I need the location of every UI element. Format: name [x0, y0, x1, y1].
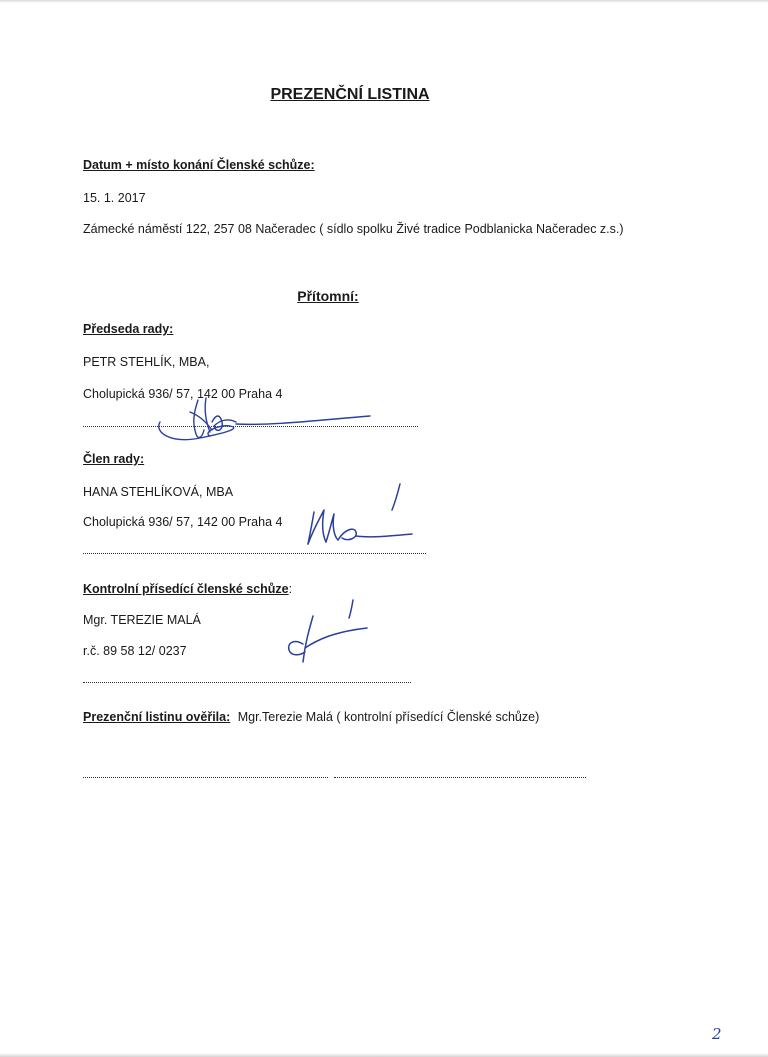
verification-signature-line-right: [334, 777, 586, 778]
page-mark: 2: [712, 1025, 722, 1043]
member-heading: Člen rady:: [83, 452, 145, 466]
controller-heading-suffix: :: [288, 582, 293, 596]
verification-text: Mgr.Terezie Malá ( kontrolní přísedící Členské schůze): [237, 710, 540, 724]
scan-edge-bottom: [0, 1053, 768, 1057]
meeting-heading: Datum + místo konání Členské schůze:: [83, 158, 315, 172]
meeting-date: 15. 1. 2017: [83, 191, 146, 205]
meeting-place: Zámecké náměstí 122, 257 08 Načeradec ( sídlo spolku Živé tradice Podblanicka Načeradec z.s.): [83, 222, 624, 236]
member-address: Cholupická 936/ 57, 142 00 Praha 4: [83, 515, 283, 529]
controller-signature-line: [83, 682, 411, 683]
chairman-heading: Předseda rady:: [83, 322, 174, 336]
chairman-address: Cholupická 936/ 57, 142 00 Praha 4: [83, 387, 283, 401]
member-signature-line: [83, 553, 426, 554]
verification-row: [83, 708, 539, 726]
verification-heading: Prezenční listinu ověřila:: [83, 710, 231, 724]
controller-heading: Kontrolní přísedící členské schůze: [83, 582, 289, 596]
controller-signature: [283, 596, 383, 671]
controller-id-number: r.č. 89 58 12/ 0237: [83, 644, 187, 658]
scan-edge-top: [0, 0, 768, 3]
chairman-signature: [150, 392, 380, 447]
verification-signature-line-left: [83, 777, 328, 778]
controller-heading-row: [83, 580, 292, 598]
document-title: PREZENČNÍ LISTINA: [270, 86, 430, 103]
chairman-name: PETR STEHLÍK, MBA,: [83, 355, 210, 369]
controller-name: Mgr. TEREZIE MALÁ: [83, 613, 201, 627]
attendees-title: Přítomní:: [297, 288, 359, 304]
member-name: HANA STEHLÍKOVÁ, MBA: [83, 485, 234, 499]
member-signature: [300, 478, 430, 553]
